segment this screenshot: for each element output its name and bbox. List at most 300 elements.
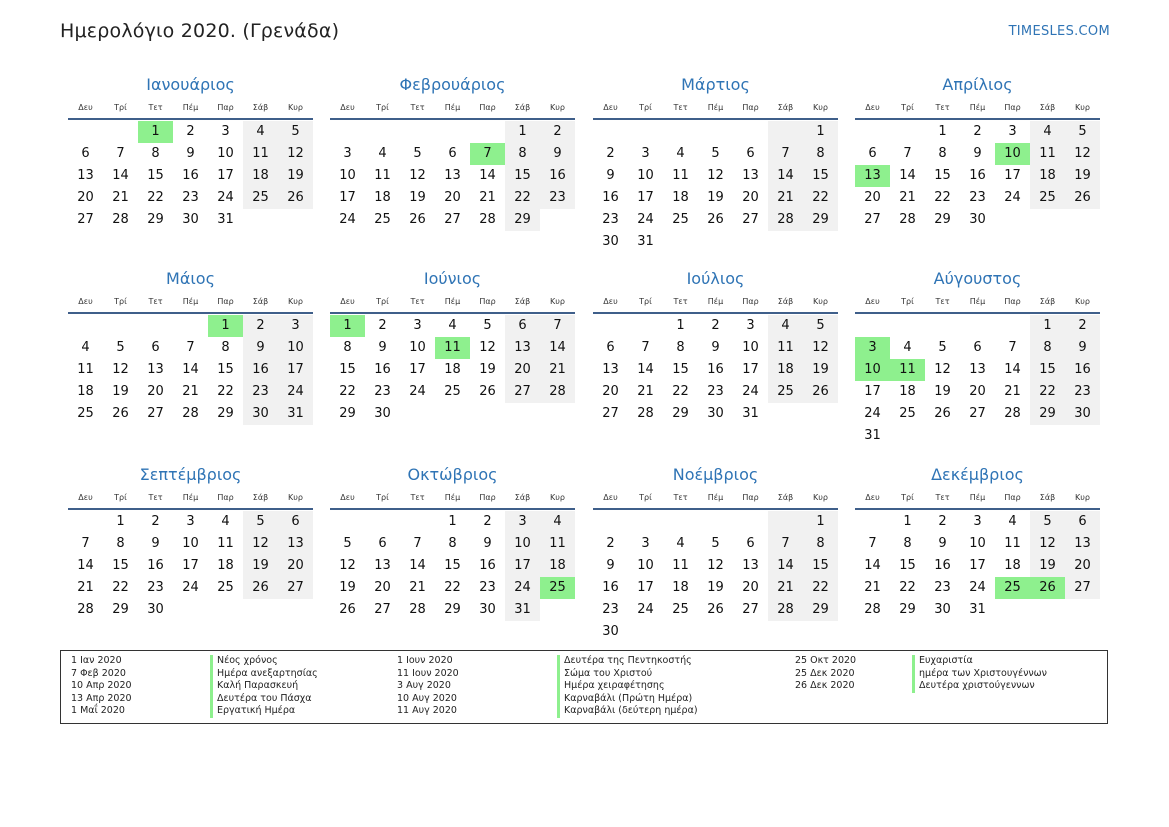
weekday-label: Κυρ (288, 493, 303, 502)
day-cell-holiday: 7 (470, 143, 505, 165)
day-cell: 11 (243, 143, 278, 165)
day-cell-empty (593, 315, 628, 337)
day-cell-empty (733, 121, 768, 143)
day-cell: 26 (112, 406, 129, 421)
day-cell: 11 (1004, 536, 1021, 551)
day-cell: 10 (637, 558, 654, 573)
day-cell: 7 (116, 146, 125, 161)
day-cell: 6 (278, 511, 313, 533)
month-name: Μάιος (166, 269, 215, 288)
day-cell: 24 (1004, 190, 1021, 205)
day-cell: 7 (540, 315, 575, 337)
weekday-header (330, 100, 575, 116)
day-cell: 27 (969, 406, 986, 421)
day-cell: 3 (278, 315, 313, 337)
weekday-label: Τρί (376, 297, 389, 306)
day-cell: 21 (1004, 384, 1021, 399)
day-cell: 15 (112, 558, 129, 573)
weekday-label: Σάβ (1039, 103, 1056, 112)
day-cell-empty (103, 315, 138, 337)
weekday-label: Κυρ (288, 297, 303, 306)
day-cell: 24 (182, 580, 199, 595)
month-block (68, 72, 313, 231)
day-cell-empty (855, 315, 890, 337)
month-block (330, 72, 575, 231)
day-cell: 27 (444, 212, 461, 227)
day-cell: 21 (768, 187, 803, 209)
day-cell: 15 (899, 558, 916, 573)
day-cell: 1 (803, 511, 838, 533)
day-cell: 14 (409, 558, 426, 573)
day-cell: 8 (938, 146, 947, 161)
day-cell: 12 (1030, 533, 1065, 555)
day-cell: 13 (77, 168, 94, 183)
day-grid (330, 315, 575, 425)
day-cell-holiday: 1 (138, 121, 173, 143)
day-cell: 30 (934, 602, 951, 617)
day-cell: 1 (676, 318, 685, 333)
day-cell-holiday: 1 (330, 315, 365, 337)
day-cell: 9 (606, 558, 615, 573)
day-cell: 23 (479, 580, 496, 595)
day-cell: 10 (409, 340, 426, 355)
holiday-date: 7 Φεβ 2020 (71, 667, 126, 679)
holiday-date: 25 Οκτ 2020 (795, 655, 857, 666)
day-cell: 2 (243, 315, 278, 337)
day-cell: 1 (505, 121, 540, 143)
day-cell: 3 (973, 514, 982, 529)
day-cell: 24 (409, 384, 426, 399)
day-cell: 3 (505, 511, 540, 533)
day-cell: 30 (969, 212, 986, 227)
day-cell: 18 (444, 362, 461, 377)
month-block (855, 462, 1100, 621)
day-cell: 16 (374, 362, 391, 377)
day-cell: 7 (868, 536, 877, 551)
holiday-dates-col-3 (795, 655, 856, 693)
day-cell: 11 (672, 168, 689, 183)
day-cell: 12 (707, 558, 724, 573)
day-cell: 13 (742, 558, 759, 573)
day-cell: 12 (479, 340, 496, 355)
day-cell: 12 (243, 533, 278, 555)
weekday-label: Πέμ (969, 493, 986, 502)
day-cell: 31 (217, 212, 234, 227)
day-cell: 2 (606, 146, 615, 161)
day-cell: 22 (339, 384, 356, 399)
day-cell: 9 (243, 337, 278, 359)
day-cell: 28 (479, 212, 496, 227)
day-cell: 13 (374, 558, 391, 573)
day-cell: 20 (1065, 555, 1100, 577)
day-cell: 17 (217, 168, 234, 183)
day-cell: 7 (413, 536, 422, 551)
day-cell: 20 (505, 359, 540, 381)
day-cell: 5 (1065, 121, 1100, 143)
day-cell: 6 (81, 146, 90, 161)
holiday-dates-col-1 (71, 655, 132, 718)
weekday-label: Τρί (639, 103, 652, 112)
day-cell: 14 (540, 337, 575, 359)
weekday-header (593, 490, 838, 506)
weekday-label: Παρ (1004, 493, 1021, 502)
day-cell-empty (733, 511, 768, 533)
holiday-date: 25 Δεκ 2020 (795, 667, 855, 679)
weekday-label: Κυρ (1075, 297, 1090, 306)
day-cell: 1 (116, 514, 125, 529)
day-cell: 24 (278, 381, 313, 403)
weekday-label: Πέμ (707, 103, 724, 112)
weekday-label: Πέμ (707, 297, 724, 306)
day-cell: 5 (116, 340, 125, 355)
weekday-label: Κυρ (1075, 103, 1090, 112)
day-cell: 8 (803, 533, 838, 555)
day-cell: 7 (768, 533, 803, 555)
weekday-label: Τετ (410, 493, 425, 502)
day-cell: 2 (938, 514, 947, 529)
day-cell: 18 (217, 558, 234, 573)
weekday-header (330, 294, 575, 310)
weekday-header (593, 100, 838, 116)
day-cell: 10 (339, 168, 356, 183)
day-cell: 19 (278, 165, 313, 187)
day-cell: 8 (116, 536, 125, 551)
day-cell: 2 (711, 318, 720, 333)
day-cell: 22 (112, 580, 129, 595)
day-grid (68, 315, 313, 425)
day-cell: 17 (969, 558, 986, 573)
day-cell: 25 (672, 212, 689, 227)
day-cell: 7 (903, 146, 912, 161)
weekday-label: Παρ (742, 493, 759, 502)
day-cell: 4 (81, 340, 90, 355)
month-divider (330, 312, 575, 314)
day-cell: 18 (1030, 165, 1065, 187)
day-cell: 4 (540, 511, 575, 533)
day-grid (855, 315, 1100, 447)
day-cell: 20 (602, 384, 619, 399)
day-grid (68, 511, 313, 621)
day-cell-holiday: 10 (855, 359, 890, 381)
day-cell: 23 (243, 381, 278, 403)
day-cell: 16 (147, 558, 164, 573)
weekday-label: Κυρ (550, 493, 565, 502)
day-cell: 2 (973, 124, 982, 139)
day-grid (593, 121, 838, 253)
weekday-label: Δευ (603, 493, 618, 502)
weekday-label: Τρί (376, 493, 389, 502)
day-cell: 8 (903, 536, 912, 551)
day-cell: 4 (221, 514, 230, 529)
day-cell: 16 (969, 168, 986, 183)
day-cell: 8 (676, 340, 685, 355)
weekday-label: Δευ (340, 297, 355, 306)
weekday-label: Κυρ (813, 493, 828, 502)
day-cell: 16 (479, 558, 496, 573)
weekday-label: Τετ (935, 297, 950, 306)
day-cell: 15 (934, 168, 951, 183)
weekday-label: Πέμ (707, 493, 724, 502)
day-cell: 22 (505, 187, 540, 209)
weekday-header (855, 100, 1100, 116)
weekday-label: Παρ (479, 493, 496, 502)
month-name: Αύγουστος (933, 269, 1022, 288)
day-cell-empty (400, 121, 435, 143)
holiday-names-col-3 (912, 655, 1047, 693)
day-cell-empty (470, 121, 505, 143)
day-cell-empty (768, 121, 803, 143)
day-cell: 28 (768, 209, 803, 231)
weekday-label: Δευ (603, 297, 618, 306)
day-cell: 14 (899, 168, 916, 183)
day-cell: 27 (147, 406, 164, 421)
day-cell: 17 (637, 580, 654, 595)
day-cell: 16 (602, 190, 619, 205)
day-cell: 16 (182, 168, 199, 183)
holiday-date: 11 Ιουν 2020 (397, 667, 459, 679)
holiday-name: Καρναβάλι (Πρώτη Ημέρα) (564, 692, 693, 704)
day-cell: 15 (803, 555, 838, 577)
day-cell: 22 (899, 580, 916, 595)
month-divider (68, 508, 313, 510)
day-cell-empty (68, 121, 103, 143)
brand-logo-text[interactable]: TIMESLES.COM (1008, 24, 1110, 39)
day-cell: 12 (1065, 143, 1100, 165)
weekday-label: Σάβ (514, 297, 531, 306)
day-cell: 28 (77, 602, 94, 617)
weekday-label: Κυρ (288, 103, 303, 112)
day-cell: 19 (409, 190, 426, 205)
day-cell: 1 (1030, 315, 1065, 337)
day-cell-empty (628, 511, 663, 533)
day-cell: 3 (746, 318, 755, 333)
month-block (593, 462, 838, 643)
holiday-name: Ευχαριστία (919, 655, 973, 666)
weekday-label: Κυρ (550, 297, 565, 306)
day-cell: 28 (637, 406, 654, 421)
day-cell: 21 (768, 577, 803, 599)
day-cell: 30 (602, 624, 619, 639)
day-cell: 6 (505, 315, 540, 337)
day-cell: 2 (186, 124, 195, 139)
day-cell: 27 (1065, 577, 1100, 599)
day-cell: 16 (934, 558, 951, 573)
day-cell: 30 (243, 403, 278, 425)
day-cell: 16 (602, 580, 619, 595)
day-cell: 30 (602, 234, 619, 249)
day-cell: 25 (899, 406, 916, 421)
day-cell: 30 (1065, 403, 1100, 425)
day-cell-empty (365, 121, 400, 143)
weekday-label: Δευ (78, 103, 93, 112)
weekday-header (855, 294, 1100, 310)
day-cell: 15 (217, 362, 234, 377)
day-cell: 30 (182, 212, 199, 227)
day-cell: 6 (868, 146, 877, 161)
day-cell: 25 (217, 580, 234, 595)
day-cell: 6 (746, 536, 755, 551)
day-cell: 29 (339, 406, 356, 421)
day-cell: 17 (742, 362, 759, 377)
weekday-label: Δευ (865, 297, 880, 306)
month-name: Ιανουάριος (146, 75, 235, 94)
day-cell: 30 (479, 602, 496, 617)
day-cell: 22 (803, 577, 838, 599)
day-cell-holiday: 11 (890, 359, 925, 381)
day-cell-holiday: 26 (1030, 577, 1065, 599)
day-cell: 11 (77, 362, 94, 377)
day-cell: 21 (540, 359, 575, 381)
day-cell: 19 (243, 555, 278, 577)
day-cell: 2 (378, 318, 387, 333)
day-cell: 22 (1030, 381, 1065, 403)
day-cell: 17 (864, 384, 881, 399)
day-cell-empty (925, 315, 960, 337)
weekday-label: Τετ (410, 103, 425, 112)
day-cell: 28 (182, 406, 199, 421)
day-cell: 28 (768, 599, 803, 621)
day-cell-holiday: 25 (540, 577, 575, 599)
day-cell: 8 (221, 340, 230, 355)
day-cell: 26 (409, 212, 426, 227)
month-block (855, 72, 1100, 231)
day-cell: 9 (540, 143, 575, 165)
weekday-label: Δευ (603, 103, 618, 112)
day-cell: 20 (278, 555, 313, 577)
day-cell: 18 (77, 384, 94, 399)
month-divider (68, 312, 313, 314)
day-cell: 29 (147, 212, 164, 227)
day-cell: 24 (742, 384, 759, 399)
day-cell: 28 (540, 381, 575, 403)
day-cell: 20 (444, 190, 461, 205)
day-cell-empty (855, 511, 890, 533)
day-cell: 7 (768, 143, 803, 165)
day-cell: 18 (243, 165, 278, 187)
day-cell: 18 (768, 359, 803, 381)
day-cell-empty (995, 315, 1030, 337)
day-cell: 17 (182, 558, 199, 573)
day-cell: 19 (1030, 555, 1065, 577)
weekday-label: Τρί (114, 103, 127, 112)
month-block (855, 266, 1100, 447)
day-cell: 15 (803, 165, 838, 187)
day-cell: 14 (182, 362, 199, 377)
weekday-label: Σάβ (777, 493, 794, 502)
day-cell-empty (400, 511, 435, 533)
weekday-label: Πέμ (182, 493, 199, 502)
day-cell: 31 (278, 403, 313, 425)
day-cell: 26 (339, 602, 356, 617)
weekday-label: Τετ (148, 297, 163, 306)
day-cell-empty (698, 121, 733, 143)
day-cell: 2 (540, 121, 575, 143)
weekday-label: Παρ (217, 297, 234, 306)
day-grid (593, 511, 838, 643)
holiday-name: ημέρα των Χριστουγέννων (919, 667, 1047, 679)
day-cell: 10 (742, 340, 759, 355)
day-cell-holiday: 10 (995, 143, 1030, 165)
day-cell: 11 (1030, 143, 1065, 165)
weekday-header (68, 490, 313, 506)
day-cell: 23 (540, 187, 575, 209)
month-name: Ιούνιος (423, 269, 482, 288)
weekday-label: Τρί (114, 297, 127, 306)
weekday-label: Σάβ (1039, 493, 1056, 502)
day-cell: 13 (602, 362, 619, 377)
day-cell: 29 (505, 209, 540, 231)
day-cell: 29 (934, 212, 951, 227)
day-cell: 23 (969, 190, 986, 205)
weekday-label: Τρί (901, 493, 914, 502)
month-block (68, 462, 313, 621)
day-cell: 18 (899, 384, 916, 399)
day-cell-holiday: 25 (995, 577, 1030, 599)
holiday-name: Εργατική Ημέρα (217, 705, 296, 717)
month-block (330, 462, 575, 621)
day-cell-empty (768, 511, 803, 533)
day-cell: 26 (934, 406, 951, 421)
month-divider (593, 508, 838, 510)
day-cell: 12 (409, 168, 426, 183)
month-block (68, 266, 313, 425)
weekday-label: Τετ (935, 493, 950, 502)
day-cell-empty (138, 315, 173, 337)
day-cell: 15 (672, 362, 689, 377)
day-cell: 7 (641, 340, 650, 355)
month-divider (330, 508, 575, 510)
day-cell: 23 (934, 580, 951, 595)
weekday-label: Πέμ (969, 297, 986, 306)
day-cell: 24 (969, 580, 986, 595)
weekday-label: Σάβ (777, 103, 794, 112)
day-cell: 19 (934, 384, 951, 399)
day-cell: 17 (278, 359, 313, 381)
weekday-label: Τρί (639, 493, 652, 502)
day-cell: 29 (112, 602, 129, 617)
day-cell: 3 (641, 536, 650, 551)
day-cell: 18 (540, 555, 575, 577)
weekday-label: Δευ (340, 493, 355, 502)
day-cell: 4 (676, 146, 685, 161)
day-cell: 1 (903, 514, 912, 529)
holiday-names-col-1 (210, 655, 318, 718)
day-cell: 13 (969, 362, 986, 377)
day-cell-empty (173, 315, 208, 337)
day-cell: 27 (505, 381, 540, 403)
weekday-label: Τρί (901, 297, 914, 306)
day-cell: 3 (221, 124, 230, 139)
day-cell: 4 (676, 536, 685, 551)
weekday-label: Κυρ (813, 103, 828, 112)
month-divider (593, 312, 838, 314)
month-name: Οκτώβριος (407, 465, 498, 484)
day-cell: 2 (151, 514, 160, 529)
holiday-names-col-2 (557, 655, 698, 718)
weekday-label: Πέμ (444, 297, 461, 306)
month-block (593, 266, 838, 425)
day-cell: 12 (803, 337, 838, 359)
month-divider (593, 118, 838, 120)
holiday-dates-col-2 (397, 655, 459, 718)
day-cell-holiday: 1 (208, 315, 243, 337)
day-cell: 16 (243, 359, 278, 381)
day-cell: 29 (672, 406, 689, 421)
day-cell: 22 (672, 384, 689, 399)
day-cell: 14 (864, 558, 881, 573)
weekday-label: Τρί (376, 103, 389, 112)
weekday-label: Τρί (901, 103, 914, 112)
